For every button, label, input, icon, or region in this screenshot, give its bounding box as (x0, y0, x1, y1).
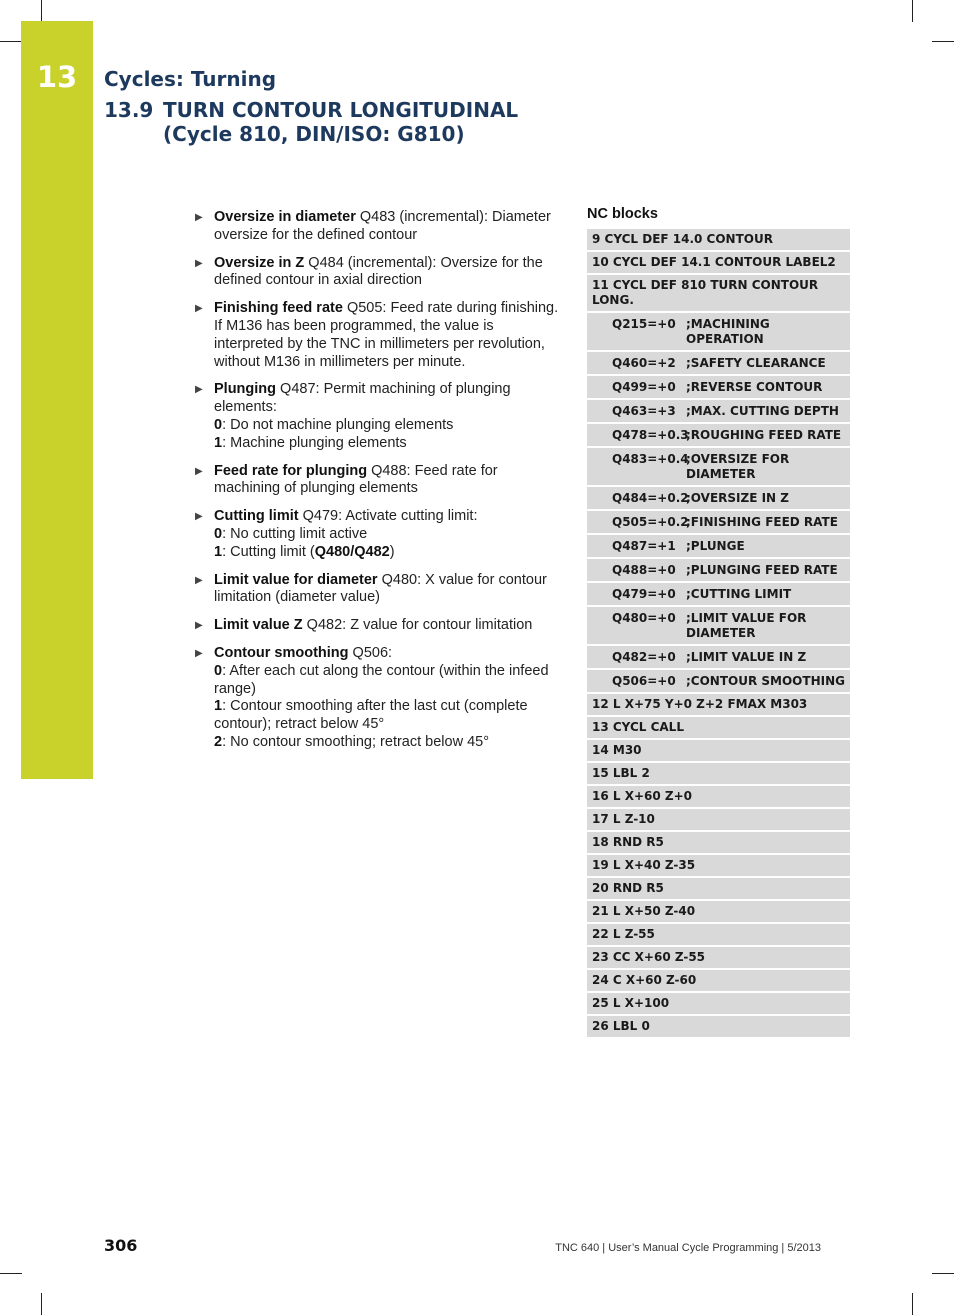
chapter-title: Cycles: Turning (104, 67, 277, 91)
triangle-bullet-icon: ▶ (195, 620, 203, 632)
param-option: 1: Contour smoothing after the last cut (complete contour); retract below 45° (214, 698, 528, 733)
nc-param-value: Q460=+2 (612, 356, 676, 370)
nc-blocks-table (587, 229, 850, 1039)
section-title-line-2: (Cycle 810, DIN/ISO: G810) (163, 122, 465, 146)
footer-text: TNC 640 | User’s Manual Cycle Programming | 5/2013 (555, 1242, 821, 1254)
triangle-bullet-icon: ▶ (195, 212, 203, 223)
nc-param-value: Q488=+0 (612, 563, 676, 577)
nc-row: 25 L X+100 (587, 993, 850, 1016)
chapter-tab (21, 21, 93, 779)
param-option: 1: Machine plunging elements (214, 434, 407, 451)
nc-row: 17 L Z-10 (587, 809, 850, 832)
nc-param-value: Q505=+0.2 (612, 515, 689, 529)
nc-row: 24 C X+60 Z-60 (587, 970, 850, 993)
param-desc: Q487: Permit machining of plunging elements: (214, 381, 511, 416)
nc-param-value: Q506=+0 (612, 674, 676, 688)
param-name: Limit value Z (214, 617, 303, 634)
nc-param-row (587, 559, 850, 583)
triangle-bullet-icon: ▶ (195, 465, 203, 477)
triangle-bullet-icon: ▶ (195, 574, 203, 586)
nc-param-row (587, 487, 850, 511)
crop-mark (41, 1293, 42, 1315)
section-number: 13.9 (104, 98, 154, 122)
nc-param-row (587, 511, 850, 535)
chapter-number: 13 (36, 60, 78, 94)
nc-row: 23 CC X+60 Z-55 (587, 947, 850, 970)
triangle-bullet-icon: ▶ (195, 303, 203, 315)
crop-mark (41, 0, 42, 22)
param-name: Plunging (214, 381, 277, 398)
crop-mark (932, 41, 954, 42)
nc-param-comment: ;CONTOUR SMOOTHING (686, 674, 845, 688)
param-plunging (193, 381, 563, 452)
nc-row: 9 CYCL DEF 14.0 CONTOUR (587, 229, 850, 252)
param-option: 0: No cutting limit active (214, 525, 368, 542)
nc-row: 21 L X+50 Z-40 (587, 901, 850, 924)
nc-row: 19 L X+40 Z-35 (587, 855, 850, 878)
param-limit-diameter (193, 572, 563, 608)
param-name: Feed rate for plunging (214, 462, 368, 479)
section-title-line-1: TURN CONTOUR LONGITUDINAL (163, 98, 519, 122)
nc-param-row (587, 352, 850, 376)
nc-param-comment: ;LIMIT VALUE FOR DIAMETER (686, 611, 807, 640)
nc-param-row (587, 646, 850, 670)
nc-param-comment: ;SAFETY CLEARANCE (686, 356, 826, 370)
param-oversize-z (193, 255, 563, 291)
param-name: Oversize in diameter (214, 209, 356, 225)
nc-param-comment: ;PLUNGE (686, 539, 745, 553)
section-title (163, 98, 518, 146)
nc-row: 10 CYCL DEF 14.1 CONTOUR LABEL2 (587, 252, 850, 275)
triangle-bullet-icon: ▶ (195, 511, 203, 523)
nc-param-comment: ;ROUGHING FEED RATE (686, 428, 842, 442)
param-desc: Q483 (incremental): Diameter oversize for the defined contour (214, 209, 551, 243)
crop-mark (912, 1293, 913, 1315)
nc-param-row (587, 535, 850, 559)
nc-param-comment: ;FINISHING FEED RATE (686, 515, 838, 529)
param-name: Oversize in Z (214, 254, 305, 271)
param-limit-z (193, 617, 563, 635)
nc-param-value: Q215=+0 (612, 317, 676, 331)
param-desc: Q482: Z value for contour limitation (302, 617, 533, 634)
nc-param-value: Q482=+0 (612, 650, 676, 664)
param-desc: Q479: Activate cutting limit: (298, 508, 478, 525)
param-cutting-limit (193, 508, 563, 561)
nc-param-value: Q479=+0 (612, 587, 676, 601)
nc-param-row (587, 376, 850, 400)
nc-row: 16 L X+60 Z+0 (587, 786, 850, 809)
nc-param-row (587, 607, 850, 646)
nc-param-row (587, 424, 850, 448)
param-contour-smoothing (193, 645, 563, 752)
nc-row: 22 L Z-55 (587, 924, 850, 947)
param-oversize-diameter (193, 209, 563, 245)
crop-mark (912, 0, 913, 22)
param-desc: Q480: X value for contour limitation (diameter value) (214, 571, 547, 606)
nc-param-comment: ;REVERSE CONTOUR (686, 380, 823, 394)
nc-param-comment: ;CUTTING LIMIT (686, 587, 792, 601)
param-name: Contour smoothing (214, 644, 349, 661)
triangle-bullet-icon: ▶ (195, 384, 203, 396)
nc-param-value: Q478=+0.3 (612, 428, 689, 442)
nc-param-comment: ;OVERSIZE IN Z (686, 491, 789, 505)
nc-param-value: Q484=+0.2 (612, 491, 689, 505)
param-desc: Q484 (incremental): Oversize for the defined contour in axial direction (214, 254, 543, 289)
nc-param-value: Q483=+0.4 (612, 452, 689, 466)
nc-row: 26 LBL 0 (587, 1016, 850, 1039)
nc-param-row (587, 400, 850, 424)
nc-row: 20 RND R5 (587, 878, 850, 901)
crop-mark (0, 41, 22, 42)
nc-param-row (587, 583, 850, 607)
nc-param-row (587, 670, 850, 694)
nc-param-comment: ;MACHINING OPERATION (686, 317, 770, 346)
param-name: Cutting limit (214, 508, 299, 525)
param-plunging-feed (193, 463, 563, 499)
nc-param-comment: ;LIMIT VALUE IN Z (686, 650, 807, 664)
nc-param-row (587, 448, 850, 487)
param-option: 1: Cutting limit (Q480/Q482) (214, 543, 395, 560)
parameter-list (193, 209, 563, 762)
param-name: Finishing feed rate (214, 300, 343, 317)
param-option: 0: After each cut along the contour (within the infeed range) (214, 662, 549, 697)
triangle-bullet-icon: ▶ (195, 257, 203, 269)
nc-param-comment: ;MAX. CUTTING DEPTH (686, 404, 839, 418)
nc-row: 15 LBL 2 (587, 763, 850, 786)
param-option: 2: No contour smoothing; retract below 45° (214, 733, 490, 750)
param-option: 0: Do not machine plunging elements (214, 416, 454, 433)
nc-param-comment: ;OVERSIZE FOR DIAMETER (686, 452, 790, 481)
nc-row: 11 CYCL DEF 810 TURN CONTOUR LONG. (587, 275, 850, 313)
param-desc: Q505: Feed rate during finishing. If M136 has been programmed, the value is interpreted by the TNC in millimeters per revolution, without M136 in millimeters per minute. (214, 300, 559, 370)
nc-row: 18 RND R5 (587, 832, 850, 855)
nc-row: 12 L X+75 Y+0 Z+2 FMAX M303 (587, 694, 850, 717)
param-finishing-feed (193, 300, 563, 371)
param-desc: Q488: Feed rate for machining of plunging elements (214, 462, 498, 497)
nc-param-value: Q463=+3 (612, 404, 676, 418)
nc-row: 14 M30 (587, 740, 850, 763)
nc-blocks-heading: NC blocks (587, 206, 658, 222)
param-name: Limit value for diameter (214, 571, 378, 588)
nc-param-value: Q480=+0 (612, 611, 676, 625)
nc-row: 13 CYCL CALL (587, 717, 850, 740)
param-desc: Q506: (348, 644, 393, 661)
nc-param-comment: ;PLUNGING FEED RATE (686, 563, 838, 577)
nc-param-value: Q487=+1 (612, 539, 676, 553)
nc-param-row (587, 313, 850, 352)
triangle-bullet-icon: ▶ (195, 647, 203, 659)
crop-mark (0, 1273, 22, 1274)
page-number: 306 (104, 1236, 138, 1255)
crop-mark (932, 1273, 954, 1274)
nc-param-value: Q499=+0 (612, 380, 676, 394)
